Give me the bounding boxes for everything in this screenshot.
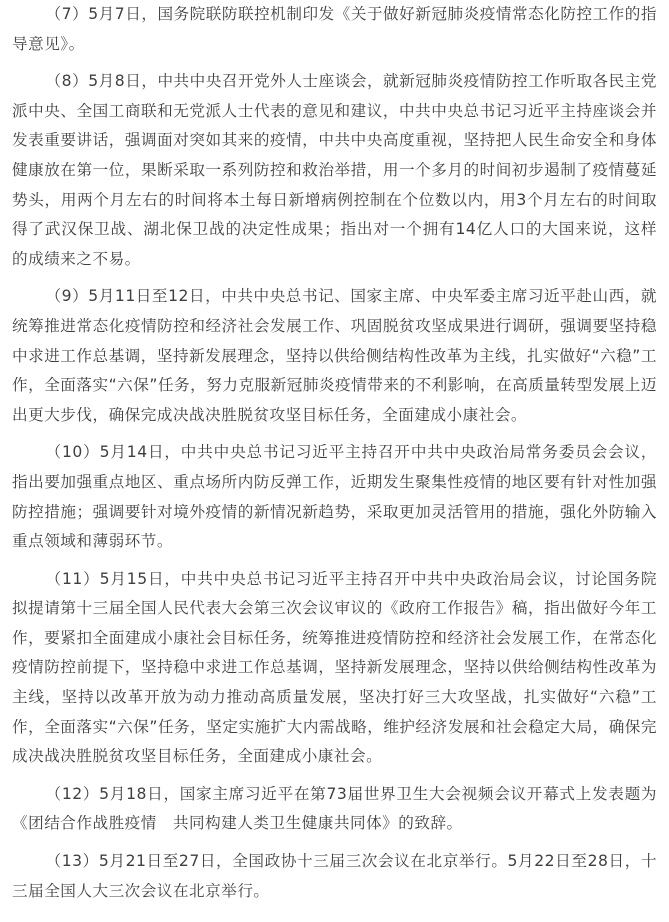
paragraph-item-10: （10）5月14日，中共中央总书记习近平主持召开中共中央政治局常务委员会会议，指出要加强重点地区、重点场所内防反弹工作，近期发生聚集性疫情的地区要有针对性加强防控措施；强调要针对境外疫情的新情况新趋势，采取更加灵活管用的措施，强化外防输入重点领域和薄弱环节。	[12, 443, 657, 551]
article-body	[12, 0, 657, 906]
paragraph-item-13: （13）5月21日至27日，全国政协十三届三次会议在北京举行。5月22日至28日，十三届全国人大三次会议在北京举行。	[12, 852, 657, 900]
paragraph-item-7: （7）5月7日，国务院联防联控机制印发《关于做好新冠肺炎疫情常态化防控工作的指导意见》。	[12, 5, 657, 53]
paragraph-item-9: （9）5月11日至12日，中共中央总书记、国家主席、中央军委主席习近平赴山西，就统筹推进常态化疫情防控和经济社会发展工作、巩固脱贫攻坚成果进行调研，强调要坚持稳中求进工作总基调，坚持新发展理念，坚持以供给侧结构性改革为主线，扎实做好“六稳”工作，全面落实“六保”任务，努力克服新冠肺炎疫情带来的不利影响，在高质量转型发展上迈出更大步伐，确保完成决战决胜脱贫攻坚目标任务，全面建成小康社会。	[12, 287, 657, 424]
paragraph-item-11: （11）5月15日，中共中央总书记习近平主持召开中共中央政治局会议，讨论国务院拟提请第十三届全国人民代表大会第三次会议审议的《政府工作报告》稿，指出做好今年工作，要紧扣全面建成小康社会目标任务，统筹推进疫情防控和经济社会发展工作，在常态化疫情防控前提下，坚持稳中求进工作总基调，坚持新发展理念，坚持以供给侧结构性改革为主线，坚持以改革开放为动力推动高质量发展，坚决打好三大攻坚战，扎实做好“六稳”工作，全面落实“六保”任务，坚定实施扩大内需战略，维护经济发展和社会稳定大局，确保完成决战决胜脱贫攻坚目标任务，全面建成小康社会。	[12, 569, 657, 766]
paragraph-item-8: （8）5月8日，中共中央召开党外人士座谈会，就新冠肺炎疫情防控工作听取各民主党派中央、全国工商联和无党派人士代表的意见和建议，中共中央总书记习近平主持座谈会并发表重要讲话，强调面对突如其来的疫情，中共中央高度重视，坚持把人民生命安全和身体健康放在第一位，果断采取一系列防控和救治举措，用一个多月的时间初步遏制了疫情蔓延势头，用两个月左右的时间将本土每日新增病例控制在个位数以内，用3个月左右的时间取得了武汉保卫战、湖北保卫战的决定性成果；指出对一个拥有14亿人口的大国来说，这样的成绩来之不易。	[12, 72, 657, 268]
paragraph-item-12: （12）5月18日，国家主席习近平在第73届世界卫生大会视频会议开幕式上发表题为《团结合作战胜疫情 共同构建人类卫生健康共同体》的致辞。	[12, 784, 657, 833]
